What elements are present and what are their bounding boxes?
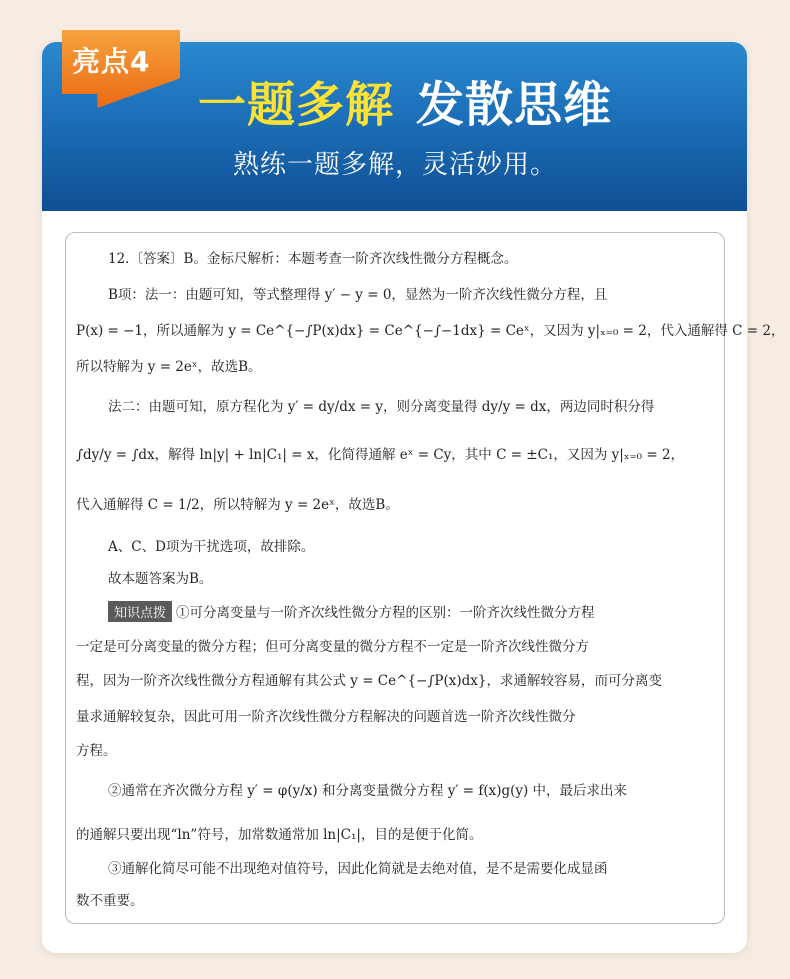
knowledge-text: ①可分离变量与一阶齐次线性微分方程的区别：一阶齐次线性微分方程: [176, 605, 595, 621]
answer-line: P(x) = −1，所以通解为 y = Ce^{−∫P(x)dx} = Ce^{−∫−1dx} = Ceˣ，又因为 y|ₓ₌₀ = 2，代入通解得 C = 2，: [76, 323, 785, 339]
answer-line: 故本题答案为B。: [108, 571, 213, 587]
badge-label: 亮点4: [72, 45, 151, 78]
title-main: 发散思维: [416, 77, 613, 133]
answer-line: B项：法一：由题可知，等式整理得 y′ − y = 0，显然为一阶齐次线性微分方程，且: [108, 287, 608, 303]
knowledge-line: 程，因为一阶齐次线性微分方程通解有其公式 y = Ce^{−∫P(x)dx}，求通解较容易，而可分离变: [76, 673, 662, 689]
answer-line: ∫dy/y = ∫dx，解得 ln|y| + ln|C₁| = x，化简得通解 eˣ = Cy，其中 C = ±C₁，又因为 y|ₓ₌₀ = 2，: [76, 447, 685, 463]
knowledge-line: 方程。: [76, 743, 117, 759]
answer-line: 12.〔答案〕B。金标尺解析：本题考查一阶齐次线性微分方程概念。: [108, 251, 518, 267]
page-title: [198, 66, 718, 135]
knowledge-line: 数不重要。: [76, 893, 144, 909]
knowledge-line: 一定是可分离变量的微分方程；但可分离变量的微分方程不一定是一阶齐次线性微分方: [76, 639, 589, 655]
title-highlight: 一题多解: [198, 77, 395, 133]
knowledge-line: 的通解只要出现“ln”符号，加常数通常加 ln|C₁|，目的是便于化简。: [76, 827, 483, 843]
answer-line: 所以特解为 y = 2eˣ，故选B。: [76, 359, 262, 375]
knowledge-line: ③通解化简尽可能不出现绝对值符号，因此化简就是去绝对值，是不是需要化成显函: [108, 861, 608, 877]
knowledge-tag: 知识点拨: [108, 601, 172, 622]
knowledge-line: ②通常在齐次微分方程 y′ = φ(y/x) 和分离变量微分方程 y′ = f(x)g(y) 中，最后求出来: [108, 783, 628, 799]
answer-line: 法二：由题可知，原方程化为 y′ = dy/dx = y，则分离变量得 dy/y = dx，两边同时积分得: [108, 399, 655, 415]
knowledge-line: [108, 601, 595, 622]
page-subtitle: 熟练一题多解，灵活妙用。: [232, 150, 557, 180]
answer-line: 代入通解得 C = 1/2，所以特解为 y = 2eˣ，故选B。: [76, 497, 399, 513]
answer-document: [65, 232, 785, 924]
answer-line: A、C、D项为干扰选项，故排除。: [108, 539, 315, 555]
knowledge-line: 量求通解较复杂，因此可用一阶齐次线性微分方程解决的问题首选一阶齐次线性微分: [76, 709, 576, 725]
